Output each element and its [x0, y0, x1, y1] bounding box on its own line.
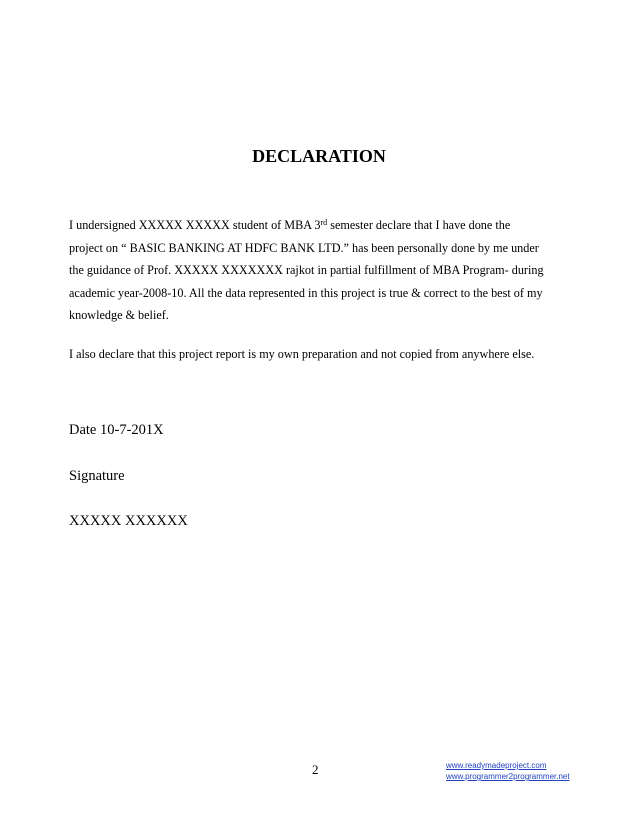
paragraph-text: I undersigned XXXXX XXXXX student of MBA 3	[69, 218, 321, 232]
paragraph-line: academic year-2008-10. All the data represented in this project is true & correct to the best of my	[69, 285, 543, 300]
footer-link-readymadeproject[interactable]: www.readymadeproject.com	[446, 761, 547, 770]
paragraph-line: the guidance of Prof. XXXXX XXXXXXX rajkot in partial fulfillment of MBA Program- during	[69, 263, 544, 277]
paragraph-line	[69, 214, 579, 237]
paragraph-line: knowledge & belief.	[69, 308, 169, 322]
page-number: 2	[312, 762, 319, 777]
footer-links	[446, 760, 570, 782]
own-work-paragraph: I also declare that this project report is my own preparation and not copied from anywhere else.	[69, 347, 535, 361]
date-line: Date 10-7-201X	[69, 422, 164, 438]
paragraph-text: semester declare that I have done the	[327, 218, 511, 232]
declaration-paragraph	[69, 214, 579, 327]
footer-link-programmer2programmer[interactable]: www.programmer2programmer.net	[446, 772, 570, 781]
paragraph-line: project on “ BASIC BANKING AT HDFC BANK LTD.” has been personally done by me under	[69, 240, 539, 255]
ordinal-suffix: rd	[320, 218, 328, 227]
page-title: DECLARATION	[252, 146, 386, 166]
signatory-name: XXXXX XXXXXX	[69, 513, 188, 529]
signature-label: Signature	[69, 468, 125, 484]
